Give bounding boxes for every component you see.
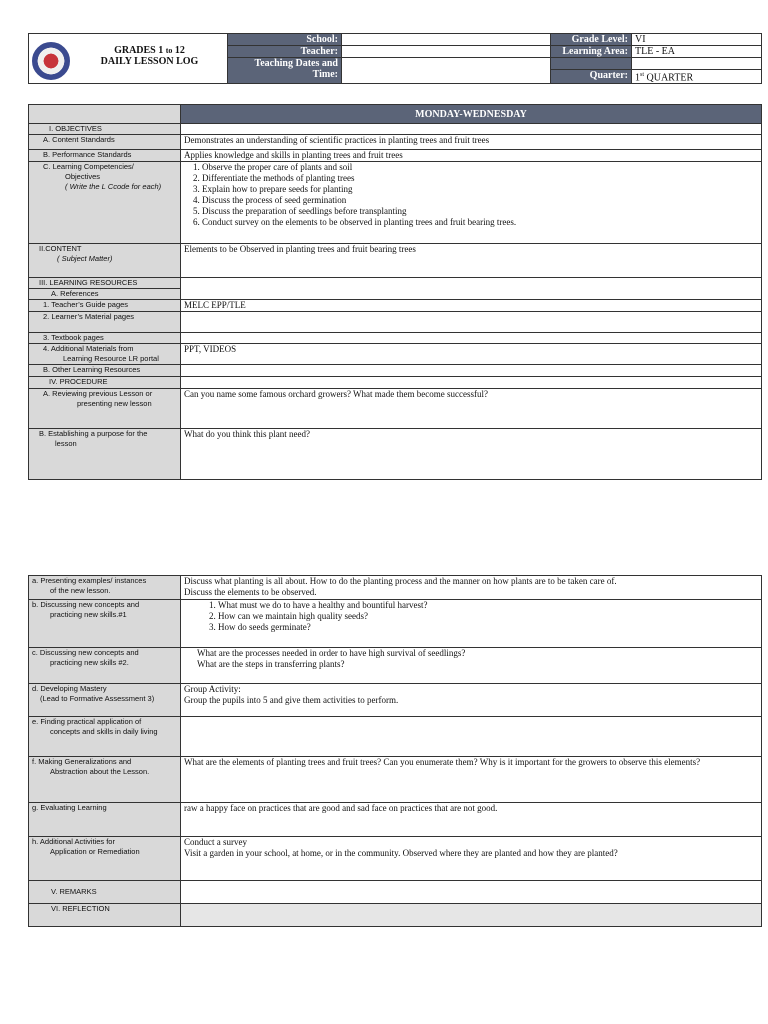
generalizations-label: f. Making Generalizations and Abstraction about the Lesson.	[29, 757, 181, 803]
teachers-guide-label: 1. Teacher’s Guide pages	[29, 300, 181, 312]
day-header: MONDAY-WEDNESDAY	[181, 105, 762, 124]
establishing-purpose-value[interactable]: What do you think this plant need?	[181, 429, 762, 480]
competencies-value[interactable]	[181, 162, 762, 244]
deped-seal-icon	[32, 42, 70, 80]
teaching-dates-field[interactable]	[342, 58, 551, 84]
reviewing-lesson-label: A. Reviewing previous Lesson or presenting new lesson	[29, 389, 181, 429]
header-title-cell	[29, 34, 228, 84]
reflection-value[interactable]	[181, 904, 762, 927]
new-concepts-1-value[interactable]	[181, 600, 762, 648]
new-concepts-2-label: c. Discussing new concepts and practicing new skills #2.	[29, 648, 181, 684]
other-resources-value[interactable]	[181, 365, 762, 377]
new-concepts-1-label: b. Discussing new concepts and practicing new skills.#1	[29, 600, 181, 648]
other-resources-label: B. Other Learning Resources	[29, 365, 181, 377]
school-field[interactable]	[342, 34, 551, 46]
lesson-log-table-page2	[28, 575, 762, 927]
learners-material-label: 2. Learner’s Material pages	[29, 312, 181, 333]
competencies-label: C. Learning Competencies/ Objectives ( Write the L Ccode for each)	[29, 162, 181, 244]
header-table	[28, 33, 762, 84]
concepts-1-list	[184, 600, 758, 633]
list-item: 2. How can we maintain high quality seeds?	[218, 611, 758, 622]
additional-activities-label: h. Additional Activities for Application or Remediation	[29, 837, 181, 881]
school-label: School:	[228, 34, 342, 46]
presenting-examples-value[interactable]: Discuss what planting is all about. How to do the planting process and the manner on how plants are to be taken care of. Discuss the elements to be observed.	[181, 576, 762, 600]
content-standards-value[interactable]: Demonstrates an understanding of scientific practices in planting trees and fruit trees	[181, 135, 762, 150]
remarks-value[interactable]	[181, 881, 762, 904]
header-subtitle: DAILY LESSON LOG	[100, 55, 199, 67]
performance-standards-value[interactable]: Applies knowledge and skills in planting trees and fruit trees	[181, 150, 762, 162]
grade-level-field[interactable]: VI	[632, 34, 762, 46]
evaluating-learning-value[interactable]: raw a happy face on practices that are good and sad face on practices that are not good.	[181, 803, 762, 837]
establishing-purpose-label: B. Establishing a purpose for the lesson	[29, 429, 181, 480]
developing-mastery-label: d. Developing Mastery (Lead to Formative Assessment 3)	[29, 684, 181, 717]
content-value[interactable]: Elements to be Observed in planting trees and fruit bearing trees	[181, 244, 762, 278]
learning-area-field[interactable]: TLE - EA	[632, 46, 762, 58]
list-item: 3. Explain how to prepare seeds for planting	[202, 184, 758, 195]
practical-application-value[interactable]	[181, 717, 762, 757]
learners-material-value[interactable]	[181, 312, 762, 333]
presenting-examples-label: a. Presenting examples/ instances of the new lesson.	[29, 576, 181, 600]
list-item: 2. Differentiate the methods of planting trees	[202, 173, 758, 184]
list-item: 1. What must we do to have a healthy and bountiful harvest?	[218, 600, 758, 611]
practical-application-label: e. Finding practical application of concepts and skills in daily living	[29, 717, 181, 757]
blank-value-cell	[632, 58, 762, 70]
developing-mastery-value[interactable]: Group Activity: Group the pupils into 5 and give them activities to perform.	[181, 684, 762, 717]
corner-cell	[29, 105, 181, 124]
textbook-label: 3. Textbook pages	[29, 333, 181, 344]
lesson-log-table-page1	[28, 104, 762, 480]
generalizations-value[interactable]: What are the elements of planting trees and fruit trees? Can you enumerate them? Why is it important for the growers to observe this elements?	[181, 757, 762, 803]
teaching-dates-label: Teaching Dates and Time:	[228, 58, 342, 84]
procedure-heading: IV. PROCEDURE	[29, 377, 181, 389]
objectives-heading-value[interactable]	[181, 124, 762, 135]
teacher-field[interactable]	[342, 46, 551, 58]
reflection-label: VI. REFLECTION	[29, 904, 181, 927]
list-item: 4. Discuss the process of seed germination	[202, 195, 758, 206]
remarks-label: V. REMARKS	[29, 881, 181, 904]
list-item: 5. Discuss the preparation of seedlings before transplanting	[202, 206, 758, 217]
quarter-field[interactable]: 1st QUARTER	[632, 70, 762, 84]
evaluating-learning-label: g. Evaluating Learning	[29, 803, 181, 837]
objectives-heading: I. OBJECTIVES	[29, 124, 181, 135]
list-item: 3. How do seeds germinate?	[218, 622, 758, 633]
list-item: 1. Observe the proper care of plants and soil	[202, 162, 758, 173]
learning-resources-heading: III. LEARNING RESOURCES	[29, 278, 181, 289]
reviewing-lesson-value[interactable]: Can you name some famous orchard growers? What made them become successful?	[181, 389, 762, 429]
learning-area-label: Learning Area:	[551, 46, 632, 58]
additional-activities-value[interactable]: Conduct a survey Visit a garden in your school, at home, or in the community. Observed where they are planted and how they are planted?	[181, 837, 762, 881]
content-standards-label: A. Content Standards	[29, 135, 181, 150]
competencies-list	[184, 162, 758, 228]
quarter-label: Quarter:	[551, 70, 632, 84]
learning-resources-value[interactable]	[181, 278, 762, 300]
grade-level-label: Grade Level:	[551, 34, 632, 46]
references-label: A. References	[29, 289, 181, 300]
list-item: 6. Conduct survey on the elements to be observed in planting trees and fruit bearing trees.	[202, 217, 758, 228]
additional-materials-value[interactable]: PPT, VIDEOS	[181, 344, 762, 365]
blank-label-cell	[551, 58, 632, 70]
teacher-label: Teacher:	[228, 46, 342, 58]
teachers-guide-value[interactable]: MELC EPP/TLE	[181, 300, 762, 312]
header-title: GRADES 1 to 12 DAILY LESSON LOG	[100, 44, 199, 67]
performance-standards-label: B. Performance Standards	[29, 150, 181, 162]
new-concepts-2-value[interactable]: What are the processes needed in order to have high survival of seedlings? What are the steps in transferring plants?	[181, 648, 762, 684]
content-label: II.CONTENT ( Subject Matter)	[29, 244, 181, 278]
additional-materials-label: 4. Additional Materials from Learning Resource LR portal	[29, 344, 181, 365]
procedure-heading-value[interactable]	[181, 377, 762, 389]
textbook-value[interactable]	[181, 333, 762, 344]
